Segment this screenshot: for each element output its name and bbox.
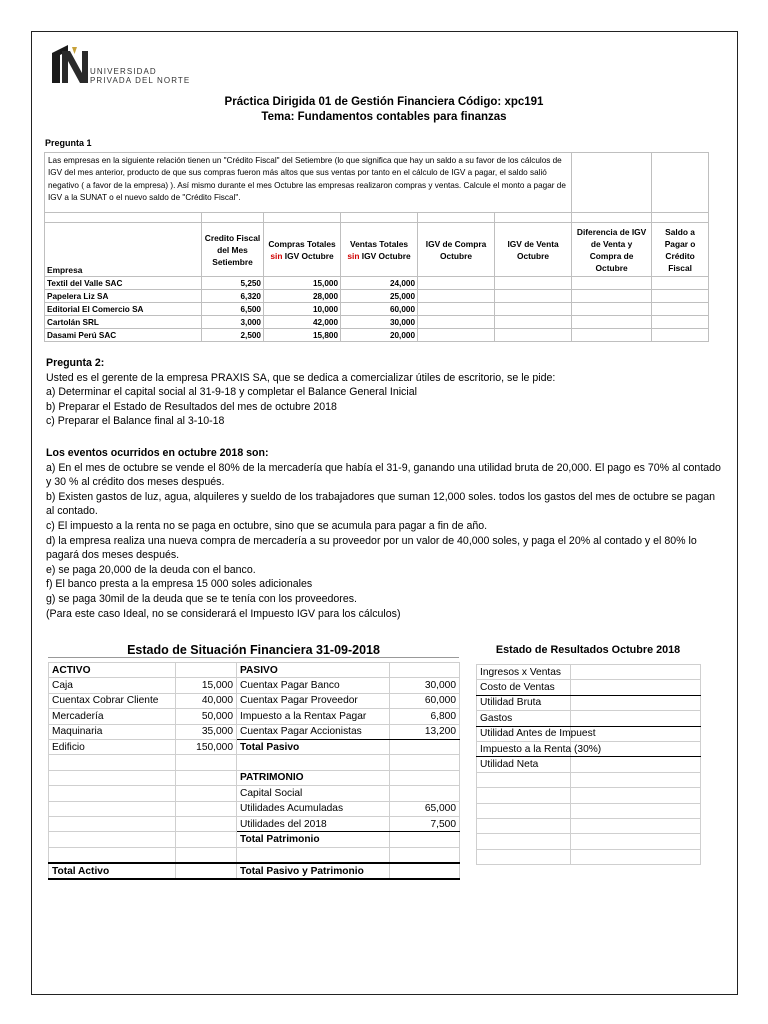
logo-line-2: PRIVADA DEL NORTE [90, 76, 191, 85]
logo-line-1: UNIVERSIDAD [90, 67, 157, 76]
total-pasivo-patrimonio: Total Pasivo y Patrimonio [237, 863, 390, 879]
document-subtitle: Tema: Fundamentos contables para finanzas [261, 111, 507, 123]
document-title: Práctica Dirigida 01 de Gestión Financiera Código: xpc191 [224, 96, 544, 108]
table-row: Gastos [477, 711, 701, 726]
header-igv-venta: IGV de Venta Octubre [495, 223, 572, 277]
header-credito-fiscal: Credito Fiscal del Mes Setiembre [202, 223, 264, 277]
total-activo: Total Activo [49, 863, 176, 879]
table-row: Utilidad Bruta [477, 695, 701, 710]
logo-text [90, 67, 190, 85]
total-patrimonio: Total Patrimonio [237, 832, 390, 847]
event-item: (Para este caso Ideal, no se considerará el Impuesto IGV para los cálculos) [46, 607, 401, 620]
event-item: a) En el mes de octubre se vende el 80% de la mercadería que había el 31-9, ganando una utilidad bruta de 20,000. El pago es 70% al contado y 30 % al crédito dos meses después. [46, 461, 721, 489]
header-compras: Compras Totales sin IGV Octubre [264, 223, 341, 277]
table-row: Editorial El Comercio SA 6,500 10,000 60,000 [45, 303, 709, 316]
question-1-intro: Las empresas en la siguiente relación tienen un "Crédito Fiscal" del Setiembre (lo que significa que hay un saldo a su favor de los cálculos de IGV del mes anterior, producto de que sus compras fueron más altos que sus ventas por tanto en el cálculo de IGV a pagar, el saldo salió negativo ( a favor de la empresa) ). Así mismo durante el mes Octubre las empresas realizaron compras y ventas. Calcule el monto a pagar de IGV a la SUNAT o el nuevo saldo de "Crédito Fiscal". [45, 153, 572, 213]
patrimonio-label: PATRIMONIO [237, 770, 390, 785]
event-item: g) se paga 30mil de la deuda que se te tenía con los proveedores. [46, 592, 357, 605]
event-item: b) Existen gastos de luz, agua, alquileres y sueldo de los trabajadores que suman 12,000 soles. todos los gastos del mes de octubre se pagan al contado. [46, 490, 715, 518]
question-2-block [46, 356, 726, 429]
table-row: Maquinaria 35,000 Cuentax Pagar Accionistas 13,200 [49, 724, 460, 739]
table-row: Dasami Perú SAC 2,500 15,800 20,000 [45, 329, 709, 342]
table-row: Papelera Liz SA 6,320 28,000 25,000 [45, 290, 709, 303]
igv-table [44, 152, 709, 342]
table-row: Capital Social [49, 786, 460, 801]
table-row: Cartolán SRL 3,000 42,000 30,000 [45, 316, 709, 329]
question-2-line: c) Preparar el Balance final al 3-10-18 [46, 415, 225, 428]
results-title: Estado de Resultados Octubre 2018 [495, 644, 681, 656]
activo-label: ACTIVO [49, 663, 176, 678]
balance-title: Estado de Situación Financiera 31-09-2018 [48, 643, 459, 658]
table-row: Ingresos x Ventas [477, 665, 701, 680]
balance-table [48, 662, 460, 880]
results-table [476, 664, 701, 865]
table-row: Utilidad Antes de Impuest [477, 726, 701, 741]
pasivo-label: PASIVO [237, 663, 390, 678]
event-item: e) se paga 20,000 de la deuda con el banco. [46, 563, 256, 576]
table-row: Impuesto a la Renta (30%) [477, 741, 701, 756]
table-row: Edificio 150,000 Total Pasivo [49, 739, 460, 754]
header-ventas: Ventas Totales sin IGV Octubre [341, 223, 418, 277]
events-block [46, 446, 726, 621]
header-diferencia: Diferencia de IGV de Venta y Compra de Octubre [572, 223, 652, 277]
table-row: Textil del Valle SAC 5,250 15,000 24,000 [45, 277, 709, 290]
table-row: Costo de Ventas [477, 680, 701, 695]
question-2-label: Pregunta 2: [46, 357, 105, 369]
event-item: f) El banco presta a la empresa 15 000 soles adicionales [46, 578, 313, 591]
table-row: Caja 15,000 Cuentax Pagar Banco 30,000 [49, 678, 460, 693]
question-1-label: Pregunta 1 [45, 138, 92, 148]
question-2-line: b) Preparar el Estado de Resultados del mes de octubre 2018 [46, 400, 337, 413]
table-row: Mercadería 50,000 Impuesto a la Rentax Pagar 6,800 [49, 709, 460, 724]
table-row: Utilidades Acumuladas 65,000 [49, 801, 460, 816]
event-item: c) El impuesto a la renta no se paga en octubre, sino que se acumula para pagar a fin de año. [46, 519, 488, 532]
table-row: Utilidades del 2018 7,500 [49, 816, 460, 831]
events-title: Los eventos ocurridos en octubre 2018 son: [46, 447, 269, 459]
header-empresa: Empresa [45, 223, 202, 277]
question-2-line: a) Determinar el capital social al 31-9-18 y completar el Balance General Inicial [46, 386, 417, 399]
question-2-line: Usted es el gerente de la empresa PRAXIS SA, que se dedica a comercializar útiles de escritorio, se le pide: [46, 371, 556, 384]
total-pasivo: Total Pasivo [237, 739, 390, 754]
header-igv-compra: IGV de Compra Octubre [418, 223, 495, 277]
table-row: Utilidad Neta [477, 757, 701, 772]
table-row: Cuentax Cobrar Cliente 40,000 Cuentax Pagar Proveedor 60,000 [49, 693, 460, 708]
header-saldo: Saldo a Pagar o Crédito Fiscal [652, 223, 709, 277]
event-item: d) la empresa realiza una nueva compra de mercadería a su proveedor por un valor de 40,000 soles, y paga el 20% al contado y el 80% lo pagará dos meses después. [46, 534, 697, 562]
